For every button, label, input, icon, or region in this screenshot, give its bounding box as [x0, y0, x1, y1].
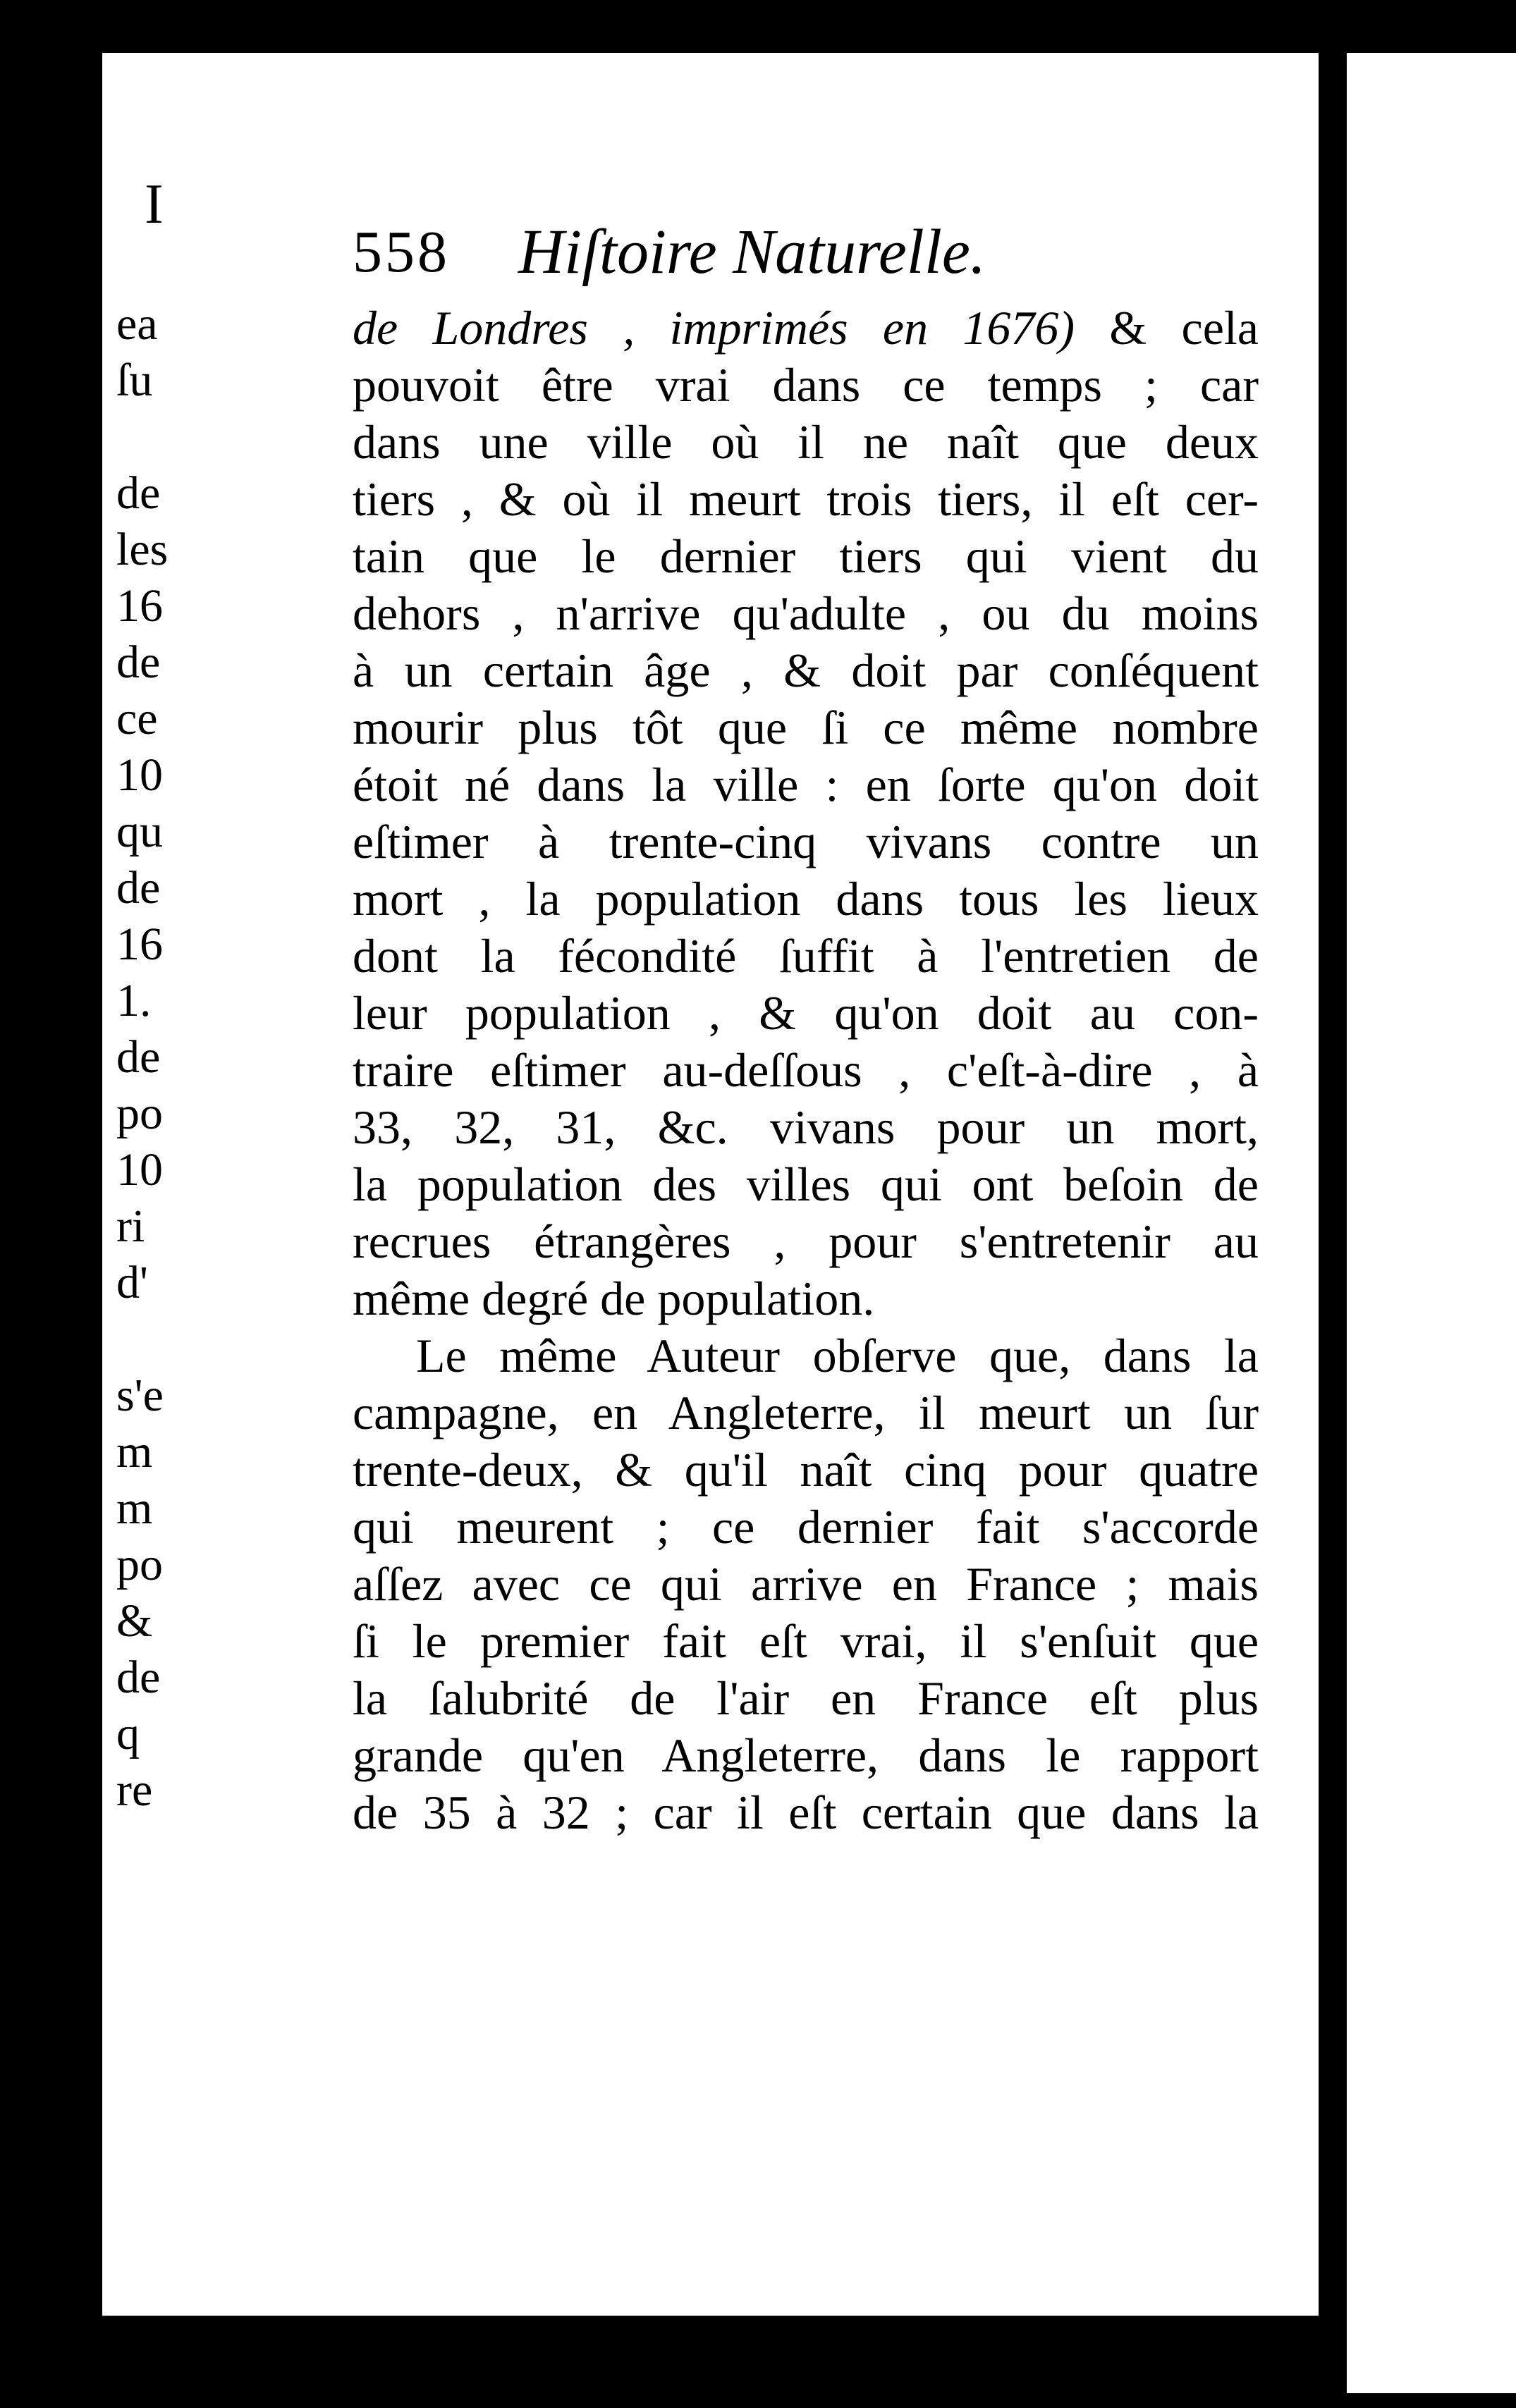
- text-line: leur population , & qu'on doit au con-: [353, 986, 1259, 1040]
- text-line: dont la fécondité ſuffit à l'entretien de: [353, 929, 1259, 983]
- facing-text-fragment: s'e: [116, 1370, 164, 1421]
- facing-text-fragment: de: [116, 637, 161, 688]
- facing-text-fragment: 10: [116, 1144, 163, 1196]
- text-line: qui meurent ; ce dernier fait s'accorde: [353, 1500, 1259, 1554]
- text-line: eſtimer à trente-cinq vivans contre un: [353, 815, 1259, 868]
- text-line: mort , la population dans tous les lieux: [353, 872, 1259, 926]
- text-line: à un certain âge , & doit par conſéquent: [353, 644, 1259, 697]
- facing-text-fragment: po: [116, 1539, 163, 1590]
- book-page-right-partial: [1347, 53, 1516, 2393]
- facing-text-fragment: 16: [116, 919, 163, 970]
- text-line: grande qu'en Angleterre, dans le rapport: [353, 1728, 1259, 1782]
- text-line: recrues étrangères , pour s'entretenir au: [353, 1215, 1259, 1268]
- facing-text-fragment: m: [116, 1426, 153, 1478]
- text-line: tain que le dernier tiers qui vient du: [353, 529, 1259, 583]
- paragraph: [353, 1327, 1259, 1841]
- facing-text-fragment: ri: [116, 1200, 145, 1252]
- facing-text-fragment: 1.: [116, 975, 152, 1026]
- text-line: aſſez avec ce qui arrive en France ; mais: [353, 1557, 1259, 1611]
- text-line: tiers , & où il meurt trois tiers, il eſt cer-: [353, 472, 1259, 526]
- text-line: Le même Auteur obſerve que, dans la: [416, 1329, 1259, 1382]
- paragraph: [353, 300, 1259, 1327]
- facing-text-fragment: les: [116, 524, 169, 575]
- facing-text-fragment: 10: [116, 749, 163, 801]
- text-line: campagne, en Angleterre, il meurt un ſur: [353, 1386, 1259, 1439]
- facing-text-fragment: m: [116, 1482, 153, 1534]
- text-line: étoit né dans la ville : en ſorte qu'on doit: [353, 758, 1259, 811]
- facing-text-fragment: &: [116, 1595, 153, 1647]
- text-line: [353, 300, 1259, 357]
- text-line: traire eſtimer au-deſſous , c'eſt-à-dire , à: [353, 1043, 1259, 1097]
- facing-text-fragment: qu: [116, 806, 163, 857]
- text-line: pouvoit être vrai dans ce temps ; car: [353, 358, 1259, 412]
- text-line: dehors , n'arrive qu'adulte , ou du moins: [353, 586, 1259, 640]
- text-line: la ſalubrité de l'air en France eſt plus: [353, 1671, 1259, 1725]
- text-line: mourir plus tôt que ſi ce même nombre: [353, 701, 1259, 754]
- facing-text-fragment: ea: [116, 298, 158, 350]
- facing-text-fragment: q: [116, 1708, 140, 1759]
- text-run: & cela: [1075, 301, 1259, 355]
- text-line: 33, 32, 31, &c. vivans pour un mort,: [353, 1100, 1259, 1154]
- facing-text-fragment: po: [116, 1088, 163, 1139]
- facing-text-fragment: ce: [116, 693, 158, 744]
- text-line: la population des villes qui ont beſoin de: [353, 1157, 1259, 1211]
- text-line: dans une ville où il ne naît que deux: [353, 415, 1259, 469]
- running-title: Hiſtoire Naturelle.: [518, 217, 986, 287]
- italic-citation: de Londres , imprimés en 1676): [353, 301, 1075, 355]
- text-line: trente-deux, & qu'il naît cinq pour quatre: [353, 1443, 1259, 1497]
- text-line: de 35 à 32 ; car il eſt certain que dans la: [353, 1786, 1259, 1839]
- facing-text-fragment: ſu: [116, 355, 153, 406]
- facing-text-fragment: de: [116, 862, 161, 914]
- facing-text-fragment: de: [116, 1652, 161, 1703]
- page-number: 558: [353, 219, 450, 285]
- text-line: même degré de population.: [353, 1272, 875, 1325]
- body-text: [353, 300, 1259, 1841]
- text-line: ſi le premier fait eſt vrai, il s'enſuit que: [353, 1614, 1259, 1668]
- facing-text-fragment: d': [116, 1257, 148, 1308]
- facing-text-fragment: re: [116, 1764, 153, 1816]
- facing-text-fragment: 16: [116, 580, 163, 632]
- facing-text-fragment: de: [116, 467, 161, 519]
- facing-running-head: I: [145, 173, 164, 235]
- facing-text-fragment: de: [116, 1031, 161, 1083]
